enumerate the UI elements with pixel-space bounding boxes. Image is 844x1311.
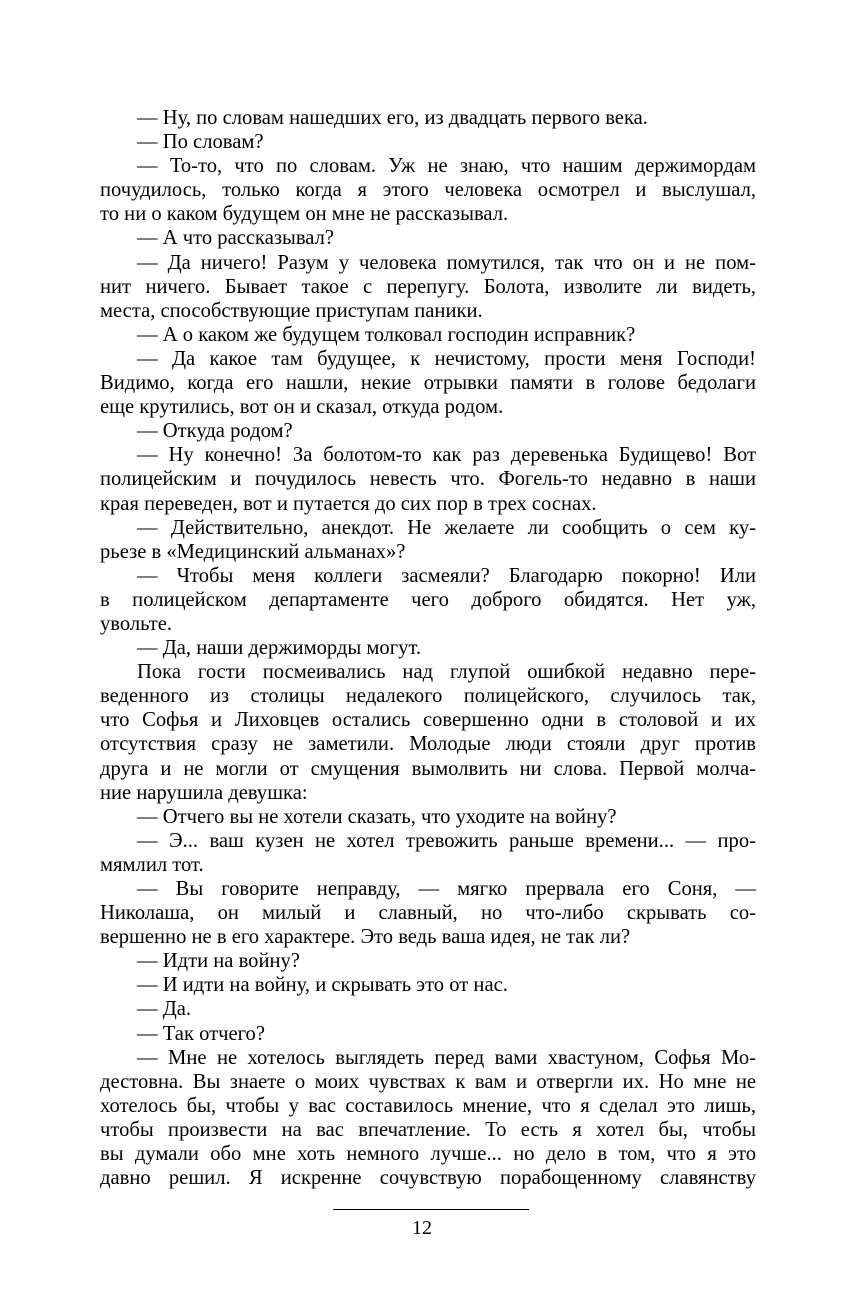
text-line: — По словам?: [137, 131, 264, 154]
text-line: места, способствующие приступам паники.: [100, 299, 483, 322]
page-number: 12: [412, 1217, 432, 1239]
text-line: — Отчего вы не хотели сказать, что уходите на войну?: [137, 805, 617, 828]
text-line: почудилось, только когда я этого человека осмотрел и выслушал,: [100, 179, 756, 202]
text-line: рьезе в «Медицинский альманах»?: [100, 540, 406, 563]
text-line: — Действительно, анекдот. Не желаете ли сообщить о сем ку-: [137, 516, 756, 539]
text-line: мямлил тот.: [100, 853, 204, 876]
text-line: края переведен, вот и путается до сих пор в трех соснах.: [100, 492, 597, 515]
text-line: — Ну, по словам нашедших его, из двадцать первого века.: [137, 107, 648, 129]
text-line: вы думали обо мне хоть немного лучше... но дело в том, что я это: [100, 1143, 756, 1166]
text-line: чтобы произвести на вас впечатление. То есть я хотел бы, чтобы: [100, 1118, 756, 1141]
text-line: — Да ничего! Разум у человека помутился, так что он и не пом-: [137, 251, 756, 274]
text-line: — Откуда родом?: [137, 420, 293, 443]
book-page: [100, 106, 756, 1190]
text-line: — Идти на войну?: [137, 950, 300, 973]
text-line: веденного из столицы недалекого полицейского, случилось так,: [100, 685, 756, 708]
text-line: — Да какое там будущее, к нечистому, прости меня Господи!: [137, 347, 756, 370]
text-line: вершенно не в его характере. Это ведь ваша идея, не так ли?: [100, 926, 631, 949]
text-line: — То-то, что по словам. Уж не знаю, что нашим держимордам: [137, 155, 756, 178]
text-line: что Софья и Лиховцев остались совершенно одни в столовой и их: [100, 709, 756, 732]
text-line: дестовна. Вы знаете о моих чувствах к вам и отвергли их. Но мне не: [100, 1070, 756, 1093]
text-line: — Вы говорите неправду, — мягко прервала его Соня, —: [137, 878, 756, 900]
text-line: Видимо, когда его нашли, некие отрывки памяти в голове бедолаги: [100, 372, 756, 395]
text-line: — Чтобы меня коллеги засмеяли? Благодарю покорно! Или: [137, 564, 756, 587]
text-line: ние нарушила девушка:: [100, 781, 308, 804]
text-line: — А о каком же будущем толковал господин исправник?: [137, 323, 636, 346]
text-line: — Ну конечно! За болотом-то как раз деревенька Будищево! Вот: [137, 444, 756, 467]
text-line: нит ничего. Бывает такое с перепугу. Болота, изволите ли видеть,: [100, 275, 756, 298]
text-line: еще крутились, вот он и сказал, откуда родом.: [100, 396, 504, 419]
body-text: [100, 106, 756, 1190]
text-line: — Так отчего?: [137, 1022, 265, 1045]
text-line: в полицейском департаменте чего доброго обидятся. Нет уж,: [100, 588, 756, 611]
text-line: увольте.: [100, 612, 173, 635]
text-line: — Да.: [137, 998, 192, 1021]
text-line: полицейским и почудилось невесть что. Фогель-то недавно в наши: [100, 468, 756, 491]
text-line: хотелось бы, чтобы у вас составилось мнение, что я сделал это лишь,: [100, 1094, 756, 1117]
text-line: друга и не могли от смущения вымолвить ни слова. Первой молча-: [100, 757, 756, 780]
text-line: то ни о каком будущем он мне не рассказывал.: [100, 203, 509, 226]
text-line: Пока гости посмеивались над глупой ошибкой недавно пере-: [137, 661, 756, 684]
text-line: — А что рассказывал?: [137, 227, 335, 250]
text-line: — Да, наши держиморды могут.: [137, 637, 422, 660]
text-line: — Мне не хотелось выглядеть перед вами хвастуном, Софья Мо-: [137, 1046, 756, 1069]
text-line: отсутствия сразу не заметили. Молодые люди стояли друг против: [100, 733, 756, 756]
text-line: давно решил. Я искренне сочувствую порабощенному славянству: [100, 1167, 756, 1190]
footer-rule: [333, 1209, 529, 1210]
text-line: — Э... ваш кузен не хотел тревожить раньше времени... — про-: [137, 829, 756, 852]
text-line: — И идти на войну, и скрывать это от нас.: [137, 974, 508, 997]
text-line: Николаша, он милый и славный, но что-либо скрывать со-: [100, 902, 756, 925]
